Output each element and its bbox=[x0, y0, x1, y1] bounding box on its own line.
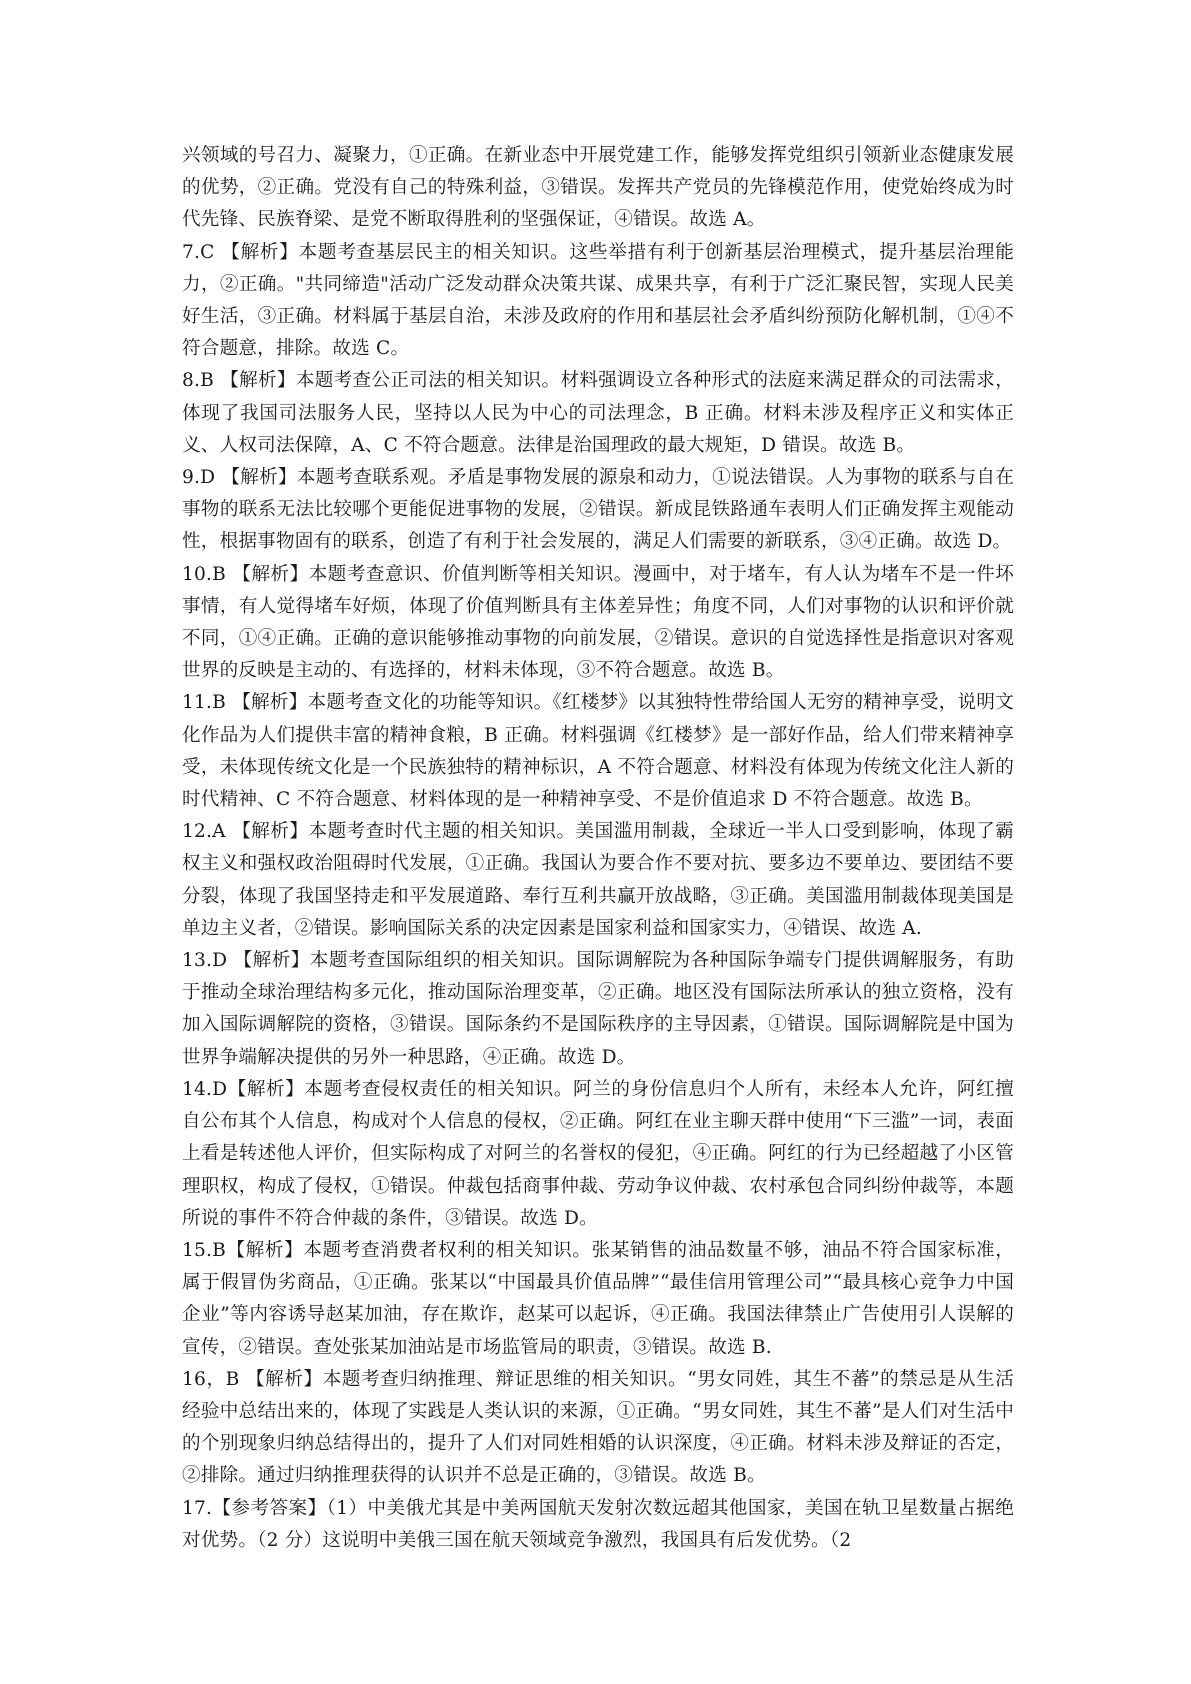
answer-17: 17.【参考答案】（1）中美俄尤其是中美两国航天发射次数远超其他国家，美国在轨卫星数量占据绝对优势。（2 分）这说明中美俄三国在航天领域竞争激烈，我国具有后发优势。（2 bbox=[182, 1497, 1014, 1551]
answer-12: 12.A 【解析】本题考查时代主题的相关知识。美国滥用制裁，全球近一半人口受到影响，体现了霸权主义和强权政治阻碍时代发展，①正确。我国认为要合作不要对抗、要多边不要单边、要团结不要分裂，体现了我国坚持走和平发展道路、奉行互利共赢开放战略，③正确。美国滥用制裁体现美国是单边主义者，②错误。影响国际关系的决定因素是国家利益和国家实力，④错误、故选 A. bbox=[182, 821, 1014, 939]
answer-14: 14.D【解析】本题考查侵权责任的相关知识。阿兰的身份信息归个人所有，未经本人允许，阿红擅自公布其个人信息，构成对个人信息的侵权，②正确。阿红在业主聊天群中使用“下三滥”一词，表面上看是转述他人评价，但实际构成了对阿兰的名誉权的侵犯，④正确。阿红的行为已经超越了小区管理职权，构成了侵权，①错误。仲裁包括商事仲裁、劳动争议仲裁、农村承包合同纠纷仲裁等，本题所说的事件不符合仲裁的条件，③错误。故选 D。 bbox=[182, 1078, 1014, 1229]
answer-11: 11.B 【解析】本题考查文化的功能等知识。《红楼梦》以其独特性带给国人无穷的精神享受，说明文化作品为人们提供丰富的精神食粮，B 正确。材料强调《红楼梦》是一部好作品，给人们带来精神享受，未体现传统文化是一个民族独特的精神标识，A 不符合题意、材料没有体现为传统文化注人新的时代精神、C 不符合题意、材料体现的是一种精神享受、不是价值追求 D 不符合题意。故选 B。 bbox=[182, 692, 1014, 811]
answer-8: 8.B 【解析】本题考查公正司法的相关知识。材料强调设立各种形式的法庭来满足群众的司法需求，体现了我国司法服务人民，坚持以人民为中心的司法理念，B 正确。材料未涉及程序正义和实体正义、人权司法保障，A、C 不符合题意。法律是治国理政的最大规矩，D 错误。故选 B。 bbox=[182, 370, 1014, 456]
answer-16: 16，B 【解析】本题考查归纳推理、辩证思维的相关知识。“男女同姓，其生不蕃”的禁忌是从生活经验中总结出来的，体现了实践是人类认识的来源，①正确。“男女同姓，其生不蕃”是人们对生活中的个别现象归纳总结得出的，提升了人们对同姓相婚的认识深度，④正确。材料未涉及辩证的否定，②排除。通过归纳推理获得的认识并不总是正确的，③错误。故选 B。 bbox=[182, 1368, 1014, 1487]
answer-9: 9.D 【解析】本题考查联系观。矛盾是事物发展的源泉和动力，①说法错误。人为事物的联系与自在事物的联系无法比较哪个更能促进事物的发展，②错误。新成昆铁路通车表明人们正确发挥主观能动性，根据事物固有的联系，创造了有利于社会发展的，满足人们需要的新联系，③④正确。故选 D。 bbox=[182, 467, 1014, 553]
answer-15: 15.B【解析】本题考查消费者权利的相关知识。张某销售的油品数量不够，油品不符合国家标准，属于假冒伪劣商品，①正确。张某以“中国最具价值品牌”“最佳信用管理公司”“最具核心竞争力中国企业”等内容诱导赵某加油，存在欺诈，赵某可以起诉，④正确。我国法律禁止广告使用引人误解的宣传，②错误。查处张某加油站是市场监管局的职责，③错误。故选 B. bbox=[182, 1239, 1014, 1358]
answer-13: 13.D 【解析】本题考查国际组织的相关知识。国际调解院为各种国际争端专门提供调解服务，有助于推动全球治理结构多元化，推动国际治理变革，②正确。地区没有国际法所承认的独立资格，没有加入国际调解院的资格，③错误。国际条约不是国际秩序的主导因素，①错误。国际调解院是中国为世界争端解决提供的另外一种思路，④正确。故选 D。 bbox=[182, 950, 1014, 1068]
answer-7: 7.C 【解析】本题考查基层民主的相关知识。这些举措有利于创新基层治理模式，提升基层治理能力，②正确。"共同缔造"活动广泛发动群众决策共谋、成果共享，有利于广泛汇聚民智，实现人民美好生活，③正确。材料属于基层自治，未涉及政府的作用和基层社会矛盾纠纷预防化解机制，①④不符合题意，排除。故选 C。 bbox=[182, 241, 1014, 360]
document-body bbox=[182, 140, 1014, 1557]
paragraph-continuation: 兴领域的号召力、凝聚力，①正确。在新业态中开展党建工作，能够发挥党组织引领新业态健康发展的优势，②正确。党没有自己的特殊利益，③错误。发挥共产党员的先锋模范作用，使党始终成为时代先锋、民族脊梁、是党不断取得胜利的坚强保证，④错误。故选 A。 bbox=[182, 145, 1014, 231]
answer-10: 10.B 【解析】本题考查意识、价值判断等相关知识。漫画中，对于堵车，有人认为堵车不是一件坏事情，有人觉得堵车好烦，体现了价值判断具有主体差异性；角度不同，人们对事物的认识和评价就不同，①④正确。正确的意识能够推动事物的向前发展，②错误。意识的自觉选择性是指意识对客观世界的反映是主动的、有选择的，材料未体现，③不符合题意。故选 B。 bbox=[182, 563, 1014, 682]
